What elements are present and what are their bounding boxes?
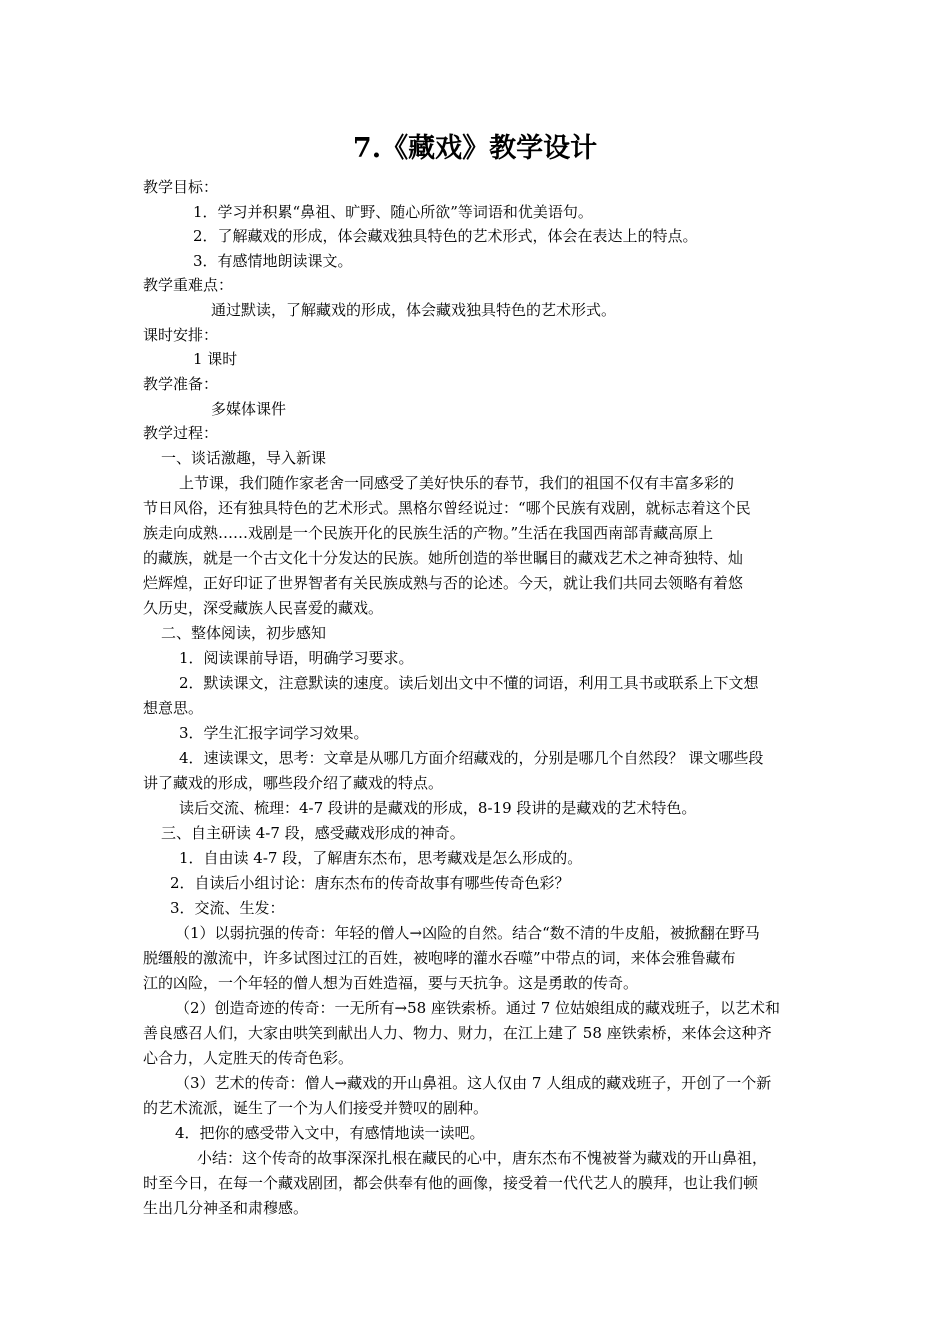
sub-item-text: 善良感召人们，大家由哄笑到献出人力、物力、财力，在江上建了 58 座铁索桥，来体会这种齐 (143, 1024, 772, 1042)
schedule-section (0, 323, 950, 348)
sub-item-line (0, 946, 950, 971)
section3-heading: 三、自主研读 4-7 段，感受藏戏形成的神奇。 (161, 824, 465, 842)
schedule-heading: 课时安排： (143, 326, 219, 344)
list-item (0, 846, 950, 871)
section2-heading: 二、整体阅读，初步感知 (161, 624, 327, 642)
list-item (0, 646, 950, 671)
process-section (0, 421, 950, 446)
list-item-text: 1．自由读 4-7 段，了解唐东杰布，思考藏戏是怎么形成的。 (179, 849, 583, 867)
conclusion-line (0, 1146, 950, 1171)
sub-item-text: 的艺术流派，诞生了一个为人们接受并赞叹的剧种。 (143, 1099, 489, 1117)
schedule-line (0, 347, 950, 372)
objective-item (0, 200, 950, 225)
preparation-text: 多媒体课件 (211, 400, 287, 418)
paragraph-line (0, 596, 950, 621)
conclusion-text: 小结：这个传奇的故事深深扎根在藏民的心中，唐东杰布不愧被誉为藏戏的开山鼻祖， (197, 1149, 768, 1167)
list-item-text: 2．默读课文，注意默读的速度。读后划出文中不懂的词语，利用工具书或联系上下文想 (179, 674, 759, 692)
summary-line (0, 796, 950, 821)
objective-item (0, 224, 950, 249)
list-item-text: 2．自读后小组讨论：唐东杰布的传奇故事有哪些传奇色彩？ (170, 874, 570, 892)
sub-item-text: （1）以弱抗强的传奇：年轻的僧人→凶险的自然。结合“数不清的牛皮船，被掀翻在野马 (175, 924, 760, 942)
sub-item-line (0, 1071, 950, 1096)
list-item (0, 1121, 950, 1146)
process-heading: 教学过程： (143, 424, 219, 442)
conclusion-text: 生出几分神圣和肃穆感。 (143, 1199, 309, 1217)
paragraph-line (0, 471, 950, 496)
paragraph-line (0, 496, 950, 521)
preparation-heading: 教学准备： (143, 375, 219, 393)
section2-heading-line (0, 621, 950, 646)
paragraph-text: 的藏族，就是一个古文化十分发达的民族。她所创造的举世瞩目的藏戏艺术之神奇独特、灿 (143, 549, 744, 567)
paragraph-line (0, 521, 950, 546)
sub-item-line (0, 971, 950, 996)
list-item (0, 746, 950, 771)
section3-heading-line (0, 821, 950, 846)
section1-heading-line (0, 446, 950, 471)
list-item (0, 871, 950, 896)
objective-text: 3．有感情地朗读课文。 (193, 252, 353, 270)
paragraph-text: 族走向成熟……戏剧是一个民族开化的民族生活的产物。”生活在我国西南部青藏高原上 (143, 524, 714, 542)
paragraph-text: 节日风俗，还有独具特色的艺术形式。黑格尔曾经说过：“哪个民族有戏剧，就标志着这个民 (143, 499, 751, 517)
sub-item-line (0, 1096, 950, 1121)
list-item-text: 3．交流、生发： (170, 899, 285, 917)
key-points-line (0, 298, 950, 323)
schedule-text: 1 课时 (193, 350, 238, 368)
objective-text: 1．学习并积累“鼻祖、旷野、随心所欲”等词语和优美语句。 (193, 203, 593, 221)
objectives-heading: 教学目标： (143, 178, 219, 196)
list-item-text: 4．把你的感受带入文中，有感情地读一读吧。 (175, 1124, 485, 1142)
sub-item-text: 脱缰般的激流中，许多试图过江的百姓，被咆哮的灌水吞噬”中带点的词，来体会雅鲁藏布 (143, 949, 736, 967)
key-points-heading: 教学重难点： (143, 276, 234, 294)
list-item-text: 1．阅读课前导语，明确学习要求。 (179, 649, 414, 667)
paragraph-text: 久历史，深受藏族人民喜爱的藏戏。 (143, 599, 384, 617)
key-points-section (0, 273, 950, 298)
summary-text: 读后交流、梳理：4-7 段讲的是藏戏的形成，8-19 段讲的是藏戏的艺术特色。 (179, 799, 697, 817)
sub-item-text: （2）创造奇迹的传奇：一无所有→58 座铁索桥。通过 7 位姑娘组成的藏戏班子，以艺术和 (175, 999, 781, 1017)
preparation-line (0, 397, 950, 422)
conclusion-line (0, 1196, 950, 1221)
sub-item-line (0, 1046, 950, 1071)
sub-item-line (0, 1021, 950, 1046)
objectives-section (0, 175, 950, 200)
list-item-text: 想意思。 (143, 699, 204, 717)
list-item-continued (0, 771, 950, 796)
sub-item-text: 心合力，人定胜天的传奇色彩。 (143, 1049, 354, 1067)
section1-heading: 一、谈话激趣，导入新课 (161, 449, 327, 467)
sub-item-text: （3）艺术的传奇：僧人→藏戏的开山鼻祖。这人仅由 7 人组成的藏戏班子，开创了一个新 (175, 1074, 772, 1092)
list-item (0, 721, 950, 746)
conclusion-line (0, 1171, 950, 1196)
paragraph-line (0, 571, 950, 596)
sub-item-text: 江的凶险，一个年轻的僧人想为百姓造福，要与天抗争。这是勇敢的传奇。 (143, 974, 639, 992)
paragraph-text: 上节课，我们随作家老舍一同感受了美好快乐的春节，我们的祖国不仅有丰富多彩的 (179, 474, 735, 492)
objective-item (0, 249, 950, 274)
document-title: 7.《藏戏》教学设计 (352, 133, 598, 164)
preparation-section (0, 372, 950, 397)
objective-text: 2．了解藏戏的形成，体会藏戏独具特色的艺术形式，体会在表达上的特点。 (193, 227, 698, 245)
paragraph-text: 烂辉煌，正好印证了世界智者有关民族成熟与否的论述。今天，就让我们共同去领略有着悠 (143, 574, 744, 592)
key-points-text: 通过默读，了解藏戏的形成，体会藏戏独具特色的艺术形式。 (211, 301, 617, 319)
list-item-continued (0, 696, 950, 721)
list-item (0, 896, 950, 921)
list-item-text: 讲了藏戏的形成，哪些段介绍了藏戏的特点。 (143, 774, 444, 792)
conclusion-text: 时至今日，在每一个藏戏剧团，都会供奉有他的画像，接受着一代代艺人的膜拜，也让我们顿 (143, 1174, 759, 1192)
sub-item-line (0, 996, 950, 1021)
paragraph-line (0, 546, 950, 571)
list-item-text: 4．速读课文，思考：文章是从哪几方面介绍藏戏的，分别是哪几个自然段？ 课文哪些段 (179, 749, 764, 767)
sub-item-line (0, 921, 950, 946)
list-item (0, 671, 950, 696)
list-item-text: 3．学生汇报字词学习效果。 (179, 724, 369, 742)
